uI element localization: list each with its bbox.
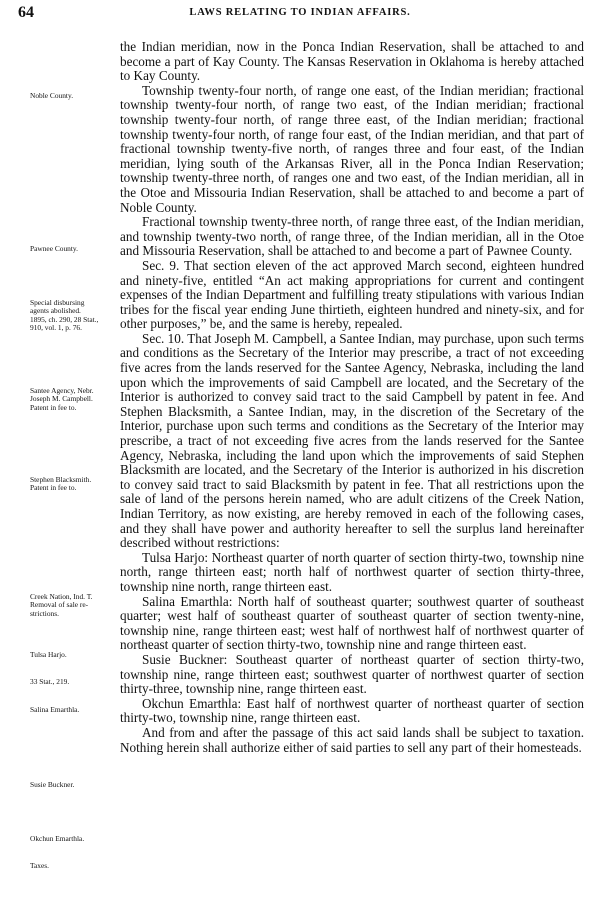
side-note-taxes <box>30 862 120 870</box>
side-note-line: Okchun Emarthla. <box>30 834 85 843</box>
side-note-pawnee-county <box>30 245 120 253</box>
paragraph-kay-county: the Indian meridian, now in the Ponca Indian Reservation, shall be attached to and become a part of Kay County. The Kansas Reservation in Oklahoma is hereby attached to Kay County. <box>120 39 584 84</box>
side-note-line: Noble County. <box>30 91 74 100</box>
side-note-okchun-emarthla <box>30 835 120 843</box>
running-head: LAWS RELATING TO INDIAN AFFAIRS. <box>189 7 411 18</box>
side-note-line: 910, vol. 1, p. 76. <box>30 322 82 332</box>
side-note-line: Special disbursing <box>30 298 85 307</box>
side-note-line: Patent in fee to. <box>30 402 77 412</box>
side-note-line: Salina Emarthla. <box>30 705 80 714</box>
paragraph-salina-emarthla: Salina Emarthla: North half of southeast quarter; southwest quarter of southeast quarter; west half of southeast quarter of southeast quarter of section twenty-nine, township nine, range thirteen east; west half of northwest half of northwest quarter of northeast quarter of section thirty-two, township nine and range thirteen east. <box>120 593 584 653</box>
paragraph-okchun-emarthla: Okchun Emarthla: East half of northwest quarter of northeast quarter of section thirty-two, township nine, range thirteen east. <box>120 695 584 726</box>
side-note-tulsa-harjo <box>30 651 120 659</box>
side-note-line: Susie Buckner. <box>30 780 75 789</box>
side-note-line: strictions. <box>30 608 59 618</box>
side-note-line: Stephen Blacksmith. <box>30 475 92 484</box>
side-note-line: Removal of sale re- <box>30 600 89 610</box>
side-note-line: Creek Nation, Ind. T. <box>30 592 93 601</box>
page-number: 64 <box>18 4 34 21</box>
paragraph-section-10: Sec. 10. That Joseph M. Campbell, a Santee Indian, may purchase, upon such terms and conditions as the Secretary of the Interior may prescribe, a tract of not exceeding five acres from the lands reserved for the Santee Agency, Nebraska, including the land upon which the improvements of said Campbell are located, and the Secretary of the Interior is authorized to convey said tract to the said Campbell by patent in fee. And Stephen Blacksmith, a Santee Indian, may, in the discretion of the Secretary of the Interior, purchase upon such terms and conditions as the Secretary of the Interior may prescribe, a tract of not exceeding five acres from the lands reserved for the Santee Agency, Nebraska, including the land upon which the improvements of said Stephen Blacksmith are located, and the Secretary of the Interior is authorized in his discretion to convey said tract to said Blacksmith by patent in fee. That all restrictions upon the sale of land of the persons herein named, who are adult citizens of the Creek Nation, Indian Territory, as now existing, are hereby removed in each of the following cases, and they shall have power and authority hereafter to sell the surplus land hereinafter described without restrictions: <box>120 330 584 551</box>
paragraph-pawnee-county: Fractional township twenty-three north, of range three east, of the Indian meridian, and township twenty-two north, of range three, of the Indian meridian, all in the Otoe and Missouria Reservation, shall be attached to and become a part of Pawnee County. <box>120 214 584 259</box>
main-text <box>120 40 584 755</box>
side-note-line: Joseph M. Campbell. <box>30 394 93 404</box>
side-note-line: Tulsa Harjo. <box>30 650 67 659</box>
side-note-salina-emarthla <box>30 706 120 714</box>
side-note-susie-buckner <box>30 781 120 789</box>
paragraph-section-9: Sec. 9. That section eleven of the act approved March second, eighteen hundred and ninety-five, entitled “An act making appropriations for current and contingent expenses of the Indian Department and fulfilling treaty stipulations with various Indian tribes for the fiscal year ending June thirtieth, eighteen hundred and ninety-six, and for other purposes,” be, and the same is hereby, repealed. <box>120 257 584 332</box>
side-note-creek-nation <box>30 593 120 618</box>
side-note-line: Patent in fee to. <box>30 483 77 493</box>
paragraph-tulsa-harjo: Tulsa Harjo: Northeast quarter of north quarter of section thirty-two, township nine north, range thirteen east; north half of northwest quarter of section thirty-three, township nine north, range thirteen east. <box>120 549 584 594</box>
side-note-line: Taxes. <box>30 861 49 870</box>
side-note-33-stat <box>30 678 120 686</box>
side-note-line: 33 Stat., 219. <box>30 677 70 686</box>
side-note-line: Santee Agency, Nebr. <box>30 386 94 395</box>
side-note-stephen-blacksmith <box>30 476 120 493</box>
side-note-santee-agency <box>30 387 120 412</box>
paragraph-susie-buckner: Susie Buckner: Southeast quarter of northeast quarter of section thirty-two, township nine, range thirteen east; southwest quarter of northwest quarter of section thirty-three, township nine, range thirteen east. <box>120 651 584 697</box>
side-note-line: 1895, ch. 290, 28 Stat., <box>30 314 99 324</box>
side-note-line: Pawnee County. <box>30 244 78 253</box>
paragraph-noble-county: Township twenty-four north, of range one east, of the Indian meridian; fractional township twenty-four north, of range two east, of the Indian meridian; fractional township twenty-four north, of range three east, of the Indian meridian; fractional township twenty-four north, of range four east, of the Indian meridian, and that part of fractional township twenty-five north, of ranges three and four east, of the Indian meridian, lying south of the Arkansas River, all in the Ponca Indian Reservation; township twenty-three north, of ranges one and two east, of the Indian meridian, all in the Otoe and Missouria Indian Reservation, shall be attached to and become a part of Noble County. <box>120 82 584 215</box>
side-note-special-disbursing-agents <box>30 299 120 332</box>
side-note-line: agents abolished. <box>30 306 81 316</box>
side-note-noble-county <box>30 92 120 100</box>
paragraph-taxes: And from and after the passage of this act said lands shall be subject to taxation. Nothing herein shall authorize either of said parties to sell any part of their homesteads. <box>120 724 584 755</box>
page-header <box>18 4 582 24</box>
